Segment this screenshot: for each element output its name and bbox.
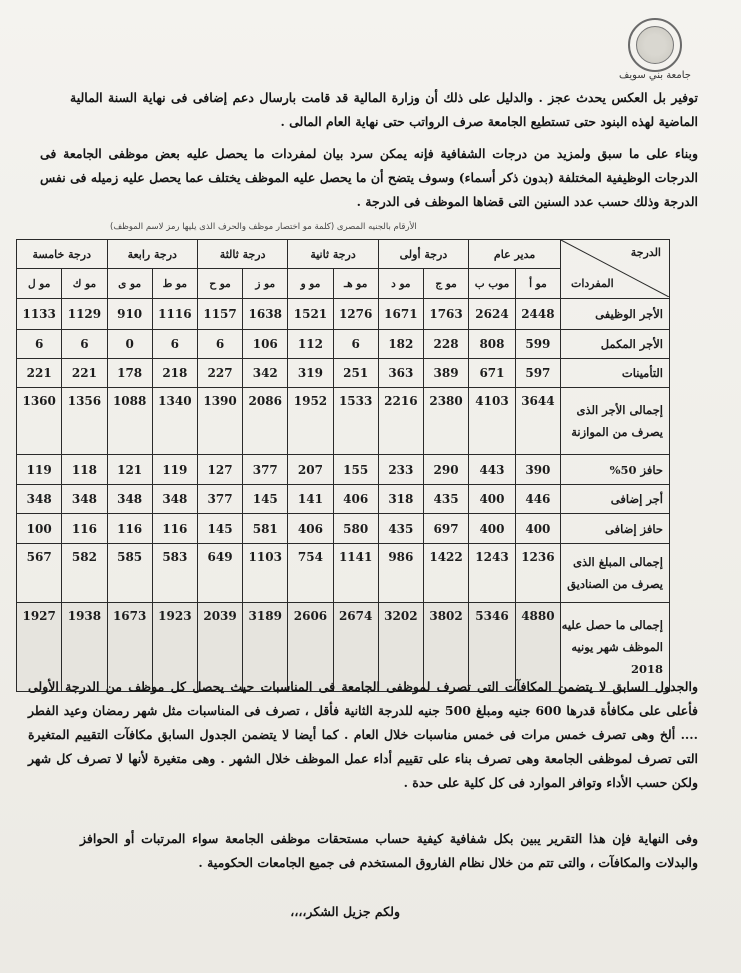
value-cell: 986: [378, 544, 423, 603]
table-row: [17, 485, 670, 514]
value-cell: 2380: [423, 388, 468, 455]
value-cell: 145: [197, 514, 242, 544]
value-cell: 116: [62, 514, 107, 544]
value-cell: 1533: [333, 388, 378, 455]
value-cell: 1243: [469, 544, 516, 603]
value-cell: 390: [515, 455, 560, 485]
value-cell: 597: [515, 359, 560, 388]
value-cell: 118: [62, 455, 107, 485]
table-row: [17, 330, 670, 359]
value-cell: 5346: [469, 603, 516, 692]
row-label: الأجر المكمل: [561, 330, 670, 359]
employee-header: مو ط: [152, 269, 197, 299]
table-row: [17, 455, 670, 485]
value-cell: 1088: [107, 388, 152, 455]
row-label: إجمالى ما حصل عليه الموظف شهر يونيه 2018: [561, 603, 670, 692]
seal-emblem: [636, 26, 674, 64]
value-cell: 1422: [423, 544, 468, 603]
value-cell: 348: [152, 485, 197, 514]
value-cell: 3202: [378, 603, 423, 692]
value-cell: 1638: [243, 299, 288, 330]
value-cell: 318: [378, 485, 423, 514]
value-cell: 6: [333, 330, 378, 359]
value-cell: 2086: [243, 388, 288, 455]
value-cell: 443: [469, 455, 516, 485]
value-cell: 808: [469, 330, 516, 359]
transparency-paragraph: وبناء على ما سبق ولمزيد من درجات الشفافية فإنه يمكن سرد بيان لمفردات ما يحصل عليه بعض موظفى الجامعة فى الدرجات الوظيفية المختلفة (بدون ذكر أسماء) وسوف يتضح أن ما يحصل عليه الموظف يختلف عما يحصل عليه زميله فى نفس الدرجة وذلك حسب عدد السنين التى قضاها الموظف فى الدرجة .: [40, 146, 698, 209]
corner-cell: [561, 240, 670, 299]
value-cell: 100: [17, 514, 62, 544]
row-label: حافز 50%: [561, 455, 670, 485]
value-cell: 389: [423, 359, 468, 388]
value-cell: 6: [17, 330, 62, 359]
value-cell: 1673: [107, 603, 152, 692]
table-body: [17, 299, 670, 692]
table-row: [17, 544, 670, 603]
table-note: الأرقام بالجنيه المصرى (كلمة مو اختصار موظف والحرف الذى يليها رمز لاسم الموظف): [110, 222, 417, 232]
value-cell: 363: [378, 359, 423, 388]
value-cell: 1763: [423, 299, 468, 330]
employee-header: مو ك: [62, 269, 107, 299]
value-cell: 1360: [17, 388, 62, 455]
value-cell: 348: [107, 485, 152, 514]
table-row: [17, 359, 670, 388]
value-cell: 1157: [197, 299, 242, 330]
value-cell: 182: [378, 330, 423, 359]
value-cell: 121: [107, 455, 152, 485]
value-cell: 377: [197, 485, 242, 514]
value-cell: 3644: [515, 388, 560, 455]
value-cell: 1340: [152, 388, 197, 455]
value-cell: 1923: [152, 603, 197, 692]
value-cell: 1356: [62, 388, 107, 455]
value-cell: 400: [469, 514, 516, 544]
value-cell: 1133: [17, 299, 62, 330]
university-seal-icon: [628, 18, 682, 72]
value-cell: 754: [288, 544, 333, 603]
employee-header: موب ب: [469, 269, 516, 299]
value-cell: 116: [107, 514, 152, 544]
value-cell: 599: [515, 330, 560, 359]
value-cell: 585: [107, 544, 152, 603]
university-name: جامعة بني سويف: [619, 70, 691, 81]
employee-header: مو ج: [423, 269, 468, 299]
value-cell: 1141: [333, 544, 378, 603]
value-cell: 2606: [288, 603, 333, 692]
value-cell: 435: [378, 514, 423, 544]
row-label: إجمالى المبلغ الذى يصرف من الصناديق: [561, 544, 670, 603]
value-cell: 1952: [288, 388, 333, 455]
value-cell: 3189: [243, 603, 288, 692]
value-cell: 406: [333, 485, 378, 514]
value-cell: 400: [515, 514, 560, 544]
value-cell: 1938: [62, 603, 107, 692]
value-cell: 377: [243, 455, 288, 485]
value-cell: 251: [333, 359, 378, 388]
value-cell: 6: [62, 330, 107, 359]
table-row: [17, 299, 670, 330]
value-cell: 218: [152, 359, 197, 388]
value-cell: 567: [17, 544, 62, 603]
value-cell: 406: [288, 514, 333, 544]
value-cell: 2624: [469, 299, 516, 330]
value-cell: 119: [152, 455, 197, 485]
thanks-line: ولكم جزيل الشكر،،،،: [290, 904, 400, 919]
value-cell: 4103: [469, 388, 516, 455]
value-cell: 106: [243, 330, 288, 359]
value-cell: 2674: [333, 603, 378, 692]
value-cell: 127: [197, 455, 242, 485]
value-cell: 290: [423, 455, 468, 485]
value-cell: 228: [423, 330, 468, 359]
value-cell: 178: [107, 359, 152, 388]
value-cell: 227: [197, 359, 242, 388]
corner-items-label: المفردات: [571, 277, 614, 290]
employee-header: مو هـ: [333, 269, 378, 299]
intro-paragraph: توفير بل العكس يحدث عجز . والدليل على ذلك أن وزارة المالية قد قامت بارسال دعم إضافى فى نهاية السنة المالية الماضية لهذه البنود حتى تستطيع الجامعة صرف الرواتب حتى نهاية العام المالى .: [70, 90, 698, 129]
employee-header: مو ح: [197, 269, 242, 299]
value-cell: 155: [333, 455, 378, 485]
value-cell: 119: [17, 455, 62, 485]
value-cell: 4880: [515, 603, 560, 692]
value-cell: 1116: [152, 299, 197, 330]
value-cell: 1390: [197, 388, 242, 455]
salary-table: [16, 239, 670, 692]
row-label: إجمالى الأجر الذى يصرف من الموازنة: [561, 388, 670, 455]
value-cell: 3802: [423, 603, 468, 692]
value-cell: 1671: [378, 299, 423, 330]
value-cell: 145: [243, 485, 288, 514]
value-cell: 207: [288, 455, 333, 485]
value-cell: 580: [333, 514, 378, 544]
value-cell: 116: [152, 514, 197, 544]
value-cell: 221: [62, 359, 107, 388]
employee-header: مو د: [378, 269, 423, 299]
value-cell: 1927: [17, 603, 62, 692]
table-row: [17, 388, 670, 455]
value-cell: 1129: [62, 299, 107, 330]
row-label: حافز إضافى: [561, 514, 670, 544]
value-cell: 583: [152, 544, 197, 603]
value-cell: 221: [17, 359, 62, 388]
value-cell: 348: [62, 485, 107, 514]
value-cell: 6: [152, 330, 197, 359]
value-cell: 671: [469, 359, 516, 388]
conclusion-paragraph: وفى النهاية فإن هذا التقرير يبين بكل شفافية كيفية حساب مستحقات موظفى الجامعة سواء المرتبات أو الحوافز والبدلات والمكافآت ، والتى تتم من خلال نظام الفاروق المستخدم فى جميع الجامعات الحكومية .: [80, 831, 698, 870]
value-cell: 348: [17, 485, 62, 514]
value-cell: 400: [469, 485, 516, 514]
grade-header: درجة رابعة: [107, 240, 197, 269]
value-cell: 582: [62, 544, 107, 603]
value-cell: 233: [378, 455, 423, 485]
row-label: أجر إضافى: [561, 485, 670, 514]
grade-header: درجة ثالثة: [197, 240, 287, 269]
employee-header: مو و: [288, 269, 333, 299]
row-label: التأمينات: [561, 359, 670, 388]
value-cell: 319: [288, 359, 333, 388]
value-cell: 1521: [288, 299, 333, 330]
grade-header: درجة أولى: [378, 240, 468, 269]
value-cell: 2448: [515, 299, 560, 330]
employee-header: مو ز: [243, 269, 288, 299]
value-cell: 446: [515, 485, 560, 514]
value-cell: 1236: [515, 544, 560, 603]
value-cell: 435: [423, 485, 468, 514]
value-cell: 342: [243, 359, 288, 388]
employee-header: مو أ: [515, 269, 560, 299]
value-cell: 2216: [378, 388, 423, 455]
value-cell: 2039: [197, 603, 242, 692]
employee-header: مو ى: [107, 269, 152, 299]
value-cell: 1103: [243, 544, 288, 603]
value-cell: 6: [197, 330, 242, 359]
employee-header: مو ل: [17, 269, 62, 299]
value-cell: 649: [197, 544, 242, 603]
bonuses-paragraph: والجدول السابق لا يتضمن المكافآت التى تصرف لموظفى الجامعة فى المناسبات حيث يحصل كل موظف من الدرجة الأولى فأعلى على مكافأة قدرها 600 جنيه ومبلغ 500 جنيه للدرجة الثانية فأقل ، تصرف فى المناسبات مثل شهر رمضان وعيد الفطر .... ألخ وهى تصرف خمس مرات فى خمس مناسبات خلال العام . كما أيضا لا يتضمن الجدول السابق مكافآت التقييم المتغيرة التى تصرف لموظفى الجامعة وهى تصرف بناء على تقييم أداء عمل الموظف خلال الشهر . وهى متغيرة لأنها لا تصرف كل شهر ولكن حسب الأداء وتوافر الموارد فى كل كلية على حدة .: [28, 679, 698, 790]
value-cell: 581: [243, 514, 288, 544]
value-cell: 1276: [333, 299, 378, 330]
corner-grade-label: الدرجة: [630, 246, 661, 259]
grade-header-row: [17, 240, 670, 269]
value-cell: 112: [288, 330, 333, 359]
value-cell: 910: [107, 299, 152, 330]
grade-header: درجة ثانية: [288, 240, 378, 269]
table-row: [17, 514, 670, 544]
grade-header: درجة خامسة: [17, 240, 108, 269]
row-label: الأجر الوظيفى: [561, 299, 670, 330]
grade-header: مدير عام: [469, 240, 561, 269]
value-cell: 141: [288, 485, 333, 514]
value-cell: 0: [107, 330, 152, 359]
value-cell: 697: [423, 514, 468, 544]
